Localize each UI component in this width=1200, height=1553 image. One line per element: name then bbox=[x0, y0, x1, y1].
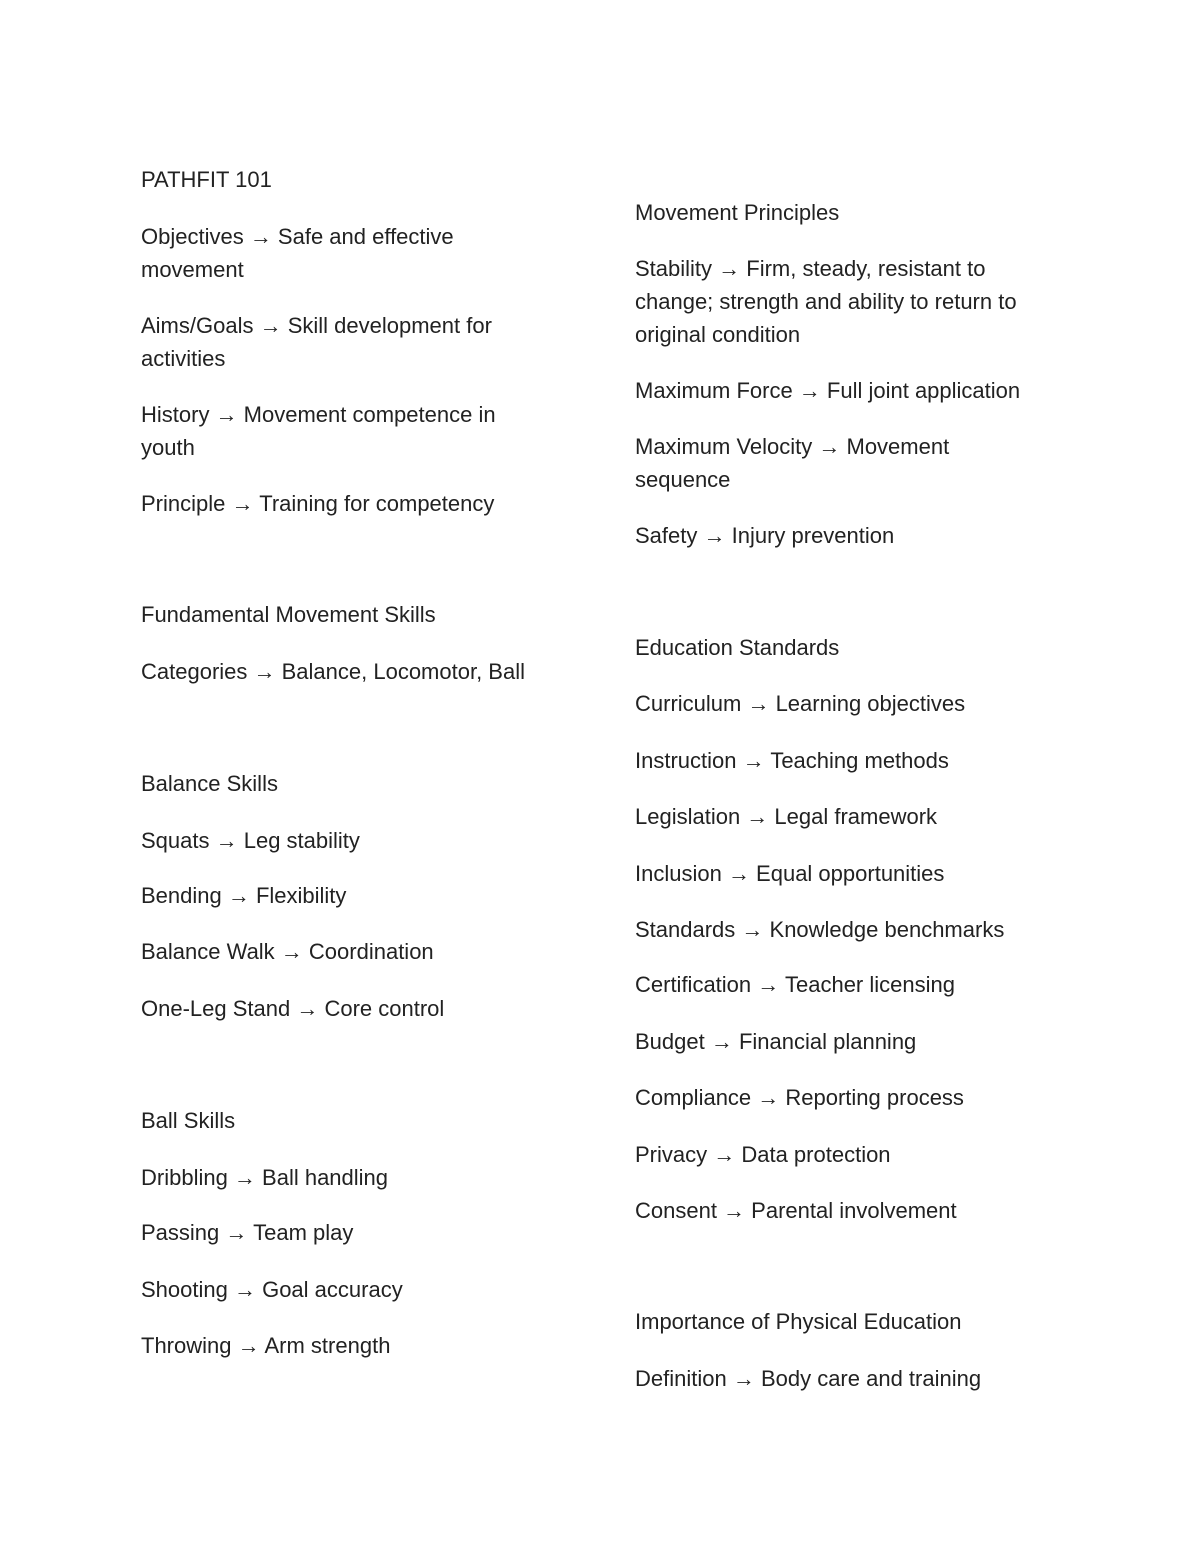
note-squats: Squats → Leg stability bbox=[141, 828, 360, 853]
document-title: PATHFIT 101 bbox=[141, 167, 272, 192]
note-consent: Consent → Parental involvement bbox=[635, 1198, 957, 1223]
note-history: History → Movement competence in youth bbox=[141, 402, 496, 460]
note-privacy: Privacy → Data protection bbox=[635, 1142, 891, 1167]
note-shooting: Shooting → Goal accuracy bbox=[141, 1277, 403, 1302]
section-heading-education: Education Standards bbox=[635, 635, 840, 660]
note-inclusion: Inclusion → Equal opportunities bbox=[635, 861, 945, 886]
note-passing: Passing → Team play bbox=[141, 1220, 354, 1245]
section-heading-fundamental: Fundamental Movement Skills bbox=[141, 602, 436, 627]
note-standards: Standards → Knowledge benchmarks bbox=[635, 917, 1005, 942]
note-certification: Certification → Teacher licensing bbox=[635, 972, 955, 997]
note-maximum-force: Maximum Force → Full joint application bbox=[635, 378, 1021, 403]
note-objectives: Objectives → Safe and effective movement bbox=[141, 224, 454, 282]
note-legislation: Legislation → Legal framework bbox=[635, 804, 938, 829]
note-stability: Stability → Firm, steady, resistant to change; strength and ability to return to original condition bbox=[635, 256, 1017, 347]
section-heading-movement: Movement Principles bbox=[635, 200, 840, 225]
note-dribbling: Dribbling → Ball handling bbox=[141, 1165, 389, 1190]
note-categories: Categories → Balance, Locomotor, Ball bbox=[141, 659, 525, 684]
section-heading-importance: Importance of Physical Education bbox=[635, 1309, 962, 1334]
note-safety: Safety → Injury prevention bbox=[635, 523, 895, 548]
section-heading-balance: Balance Skills bbox=[141, 771, 278, 796]
note-aims-goals: Aims/Goals → Skill development for activities bbox=[141, 313, 492, 371]
note-compliance: Compliance → Reporting process bbox=[635, 1085, 964, 1110]
note-one-leg-stand: One-Leg Stand → Core control bbox=[141, 996, 445, 1021]
note-instruction: Instruction → Teaching methods bbox=[635, 748, 949, 773]
note-balance-walk: Balance Walk → Coordination bbox=[141, 939, 434, 964]
note-maximum-velocity: Maximum Velocity → Movement sequence bbox=[635, 434, 950, 492]
note-principle: Principle → Training for competency bbox=[141, 491, 495, 516]
note-budget: Budget → Financial planning bbox=[635, 1029, 917, 1054]
section-heading-ball: Ball Skills bbox=[141, 1108, 236, 1133]
note-bending: Bending → Flexibility bbox=[141, 883, 347, 908]
note-curriculum: Curriculum → Learning objectives bbox=[635, 691, 966, 716]
note-throwing: Throwing → Arm strength bbox=[141, 1333, 391, 1358]
note-definition: Definition → Body care and training bbox=[635, 1366, 982, 1391]
